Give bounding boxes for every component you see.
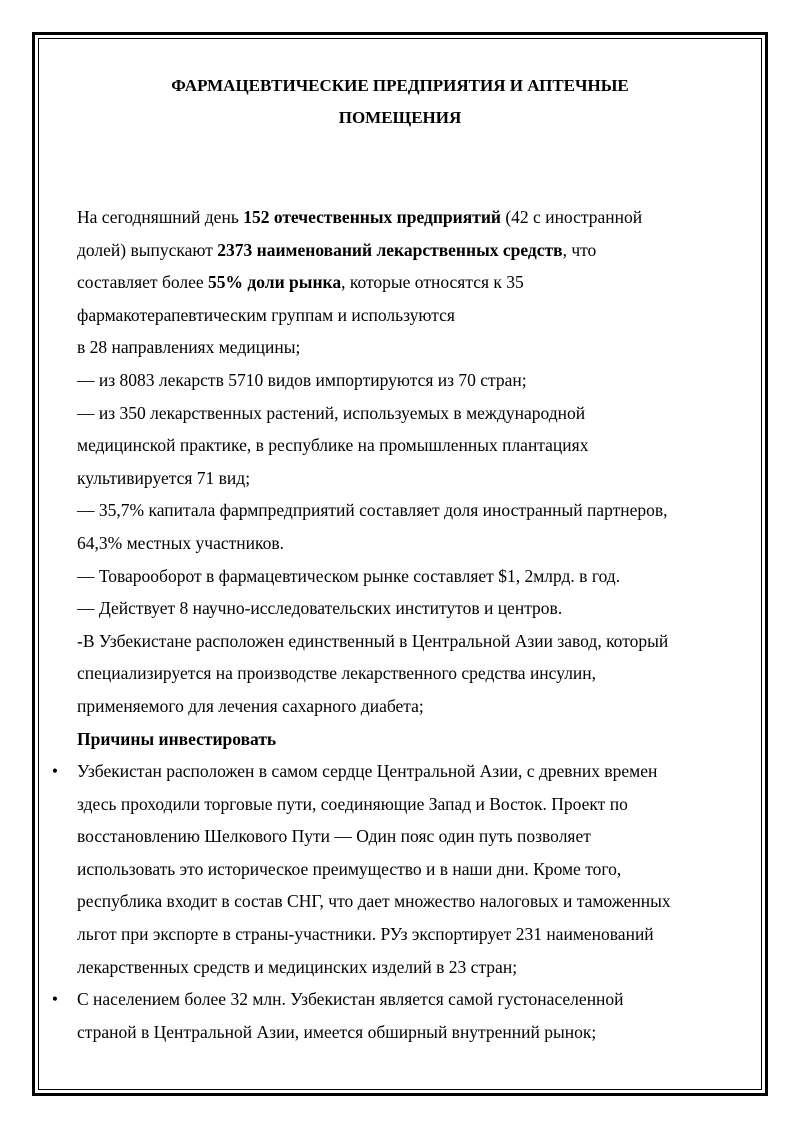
intro-paragraph: [77, 201, 742, 364]
intro-text: составляет более: [77, 272, 209, 293]
document-body: [51, 201, 742, 1048]
fact-line: — Товарооборот в фармацевтическом рынке составляет $1, 2млрд. в год.: [77, 565, 621, 586]
bullet-line: льгот при экспорте в страны-участники. РУз экспортирует 231 наименований: [77, 924, 654, 945]
bullet-icon: •: [51, 989, 59, 1010]
intro-text: На сегодняшний день: [77, 207, 244, 227]
fact-line: — 35,7% капитала фармпредприятий составляет доля иностранный партнеров,: [77, 500, 668, 521]
bullet-line: С населением более 32 млн. Узбекистан является самой густонаселенной: [77, 989, 624, 1010]
fact-line: медицинской практике, в республике на промышленных плантациях: [77, 435, 589, 456]
fact-item: [77, 592, 742, 625]
fact-line: — из 8083 лекарств 5710 видов импортируются из 70 стран;: [77, 369, 527, 390]
bullet-icon: •: [51, 761, 59, 782]
intro-highlight: 2373 наименований лекарственных средств: [217, 239, 563, 260]
bullet-line: здесь проходили торговые пути, соединяющие Запад и Восток. Проект по: [77, 793, 628, 814]
fact-item: [77, 560, 742, 593]
intro-text: , что: [562, 239, 597, 260]
intro-highlight: 152 отечественных предприятий: [243, 207, 501, 227]
bullet-line: республика входит в состав СНГ, что дает множество налоговых и таможенных: [77, 891, 671, 912]
fact-item: [77, 397, 742, 495]
intro-line: [77, 266, 742, 299]
fact-line: специализируется на производстве лекарственного средства инсулин,: [77, 663, 597, 684]
section-heading: Причины инвестировать: [77, 728, 277, 749]
intro-line: [77, 234, 742, 267]
document-title: [60, 70, 740, 134]
intro-line: в 28 направлениях медицины;: [77, 337, 301, 358]
bullet-item: [51, 983, 742, 1048]
fact-item: [77, 364, 742, 397]
intro-line: [77, 201, 742, 234]
fact-line: 64,3% местных участников.: [77, 532, 284, 553]
bullet-line: использовать это историческое преимущество и в наши дни. Кроме того,: [77, 858, 622, 879]
fact-item: [77, 494, 742, 559]
intro-text: (42 с иностранной: [500, 207, 643, 227]
bullet-line: страной в Центральной Азии, имеется обширный внутренний рынок;: [77, 1021, 597, 1042]
fact-line: — из 350 лекарственных растений, используемых в международной: [77, 402, 586, 423]
bullet-line: лекарственных средств и медицинских изделий в 23 стран;: [77, 956, 518, 977]
intro-line: фармакотерапевтическим группам и используются: [77, 304, 455, 325]
intro-text: долей) выпускают: [77, 239, 218, 260]
title-line: ПОМЕЩЕНИЯ: [338, 108, 462, 127]
title-line: ФАРМАЦЕВТИЧЕСКИЕ ПРЕДПРИЯТИЯ И АПТЕЧНЫЕ: [171, 76, 629, 95]
fact-line: — Действует 8 научно-исследовательских институтов и центров.: [77, 598, 563, 619]
fact-line: культивируется 71 вид;: [77, 467, 251, 488]
bullet-line: Узбекистан расположен в самом сердце Центральной Азии, с древних времен: [77, 761, 658, 782]
bullet-line: восстановлению Шелкового Пути — Один пояс один путь позволяет: [77, 826, 591, 847]
facts-list: [77, 364, 742, 723]
intro-highlight: 55% доли рынка: [208, 272, 342, 293]
fact-item: [77, 625, 742, 723]
intro-text: , которые относятся к 35: [341, 272, 524, 293]
fact-line: применяемого для лечения сахарного диабета;: [77, 695, 424, 716]
fact-line: -В Узбекистане расположен единственный в Центральной Азии завод, который: [77, 630, 669, 651]
reasons-list: [51, 755, 742, 1048]
bullet-item: [51, 755, 742, 983]
